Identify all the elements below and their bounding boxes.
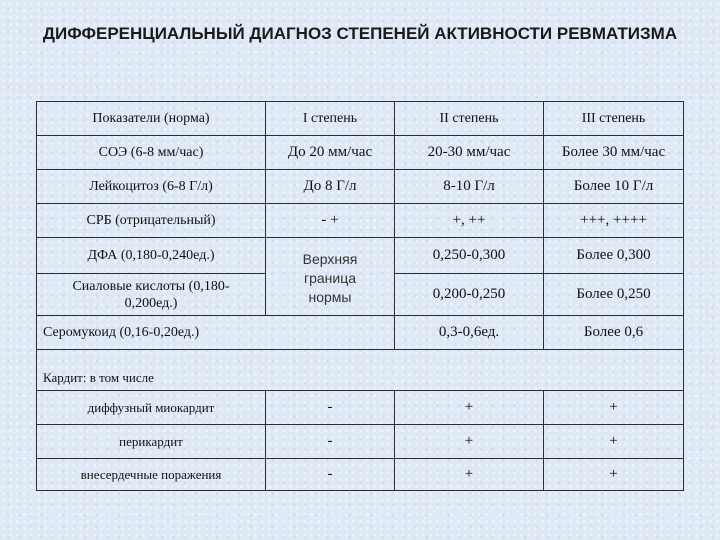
activity-table <box>36 101 684 491</box>
dfa-label: ДФА (0,180-0,240ед.) <box>36 237 266 274</box>
dfa-grade-3: Более 0,300 <box>543 237 684 274</box>
extracardiac-grade-2: + <box>394 458 544 491</box>
sial-grade-2: 0,200-0,250 <box>394 273 544 316</box>
leuk-grade-1: До 8 Г/л <box>265 169 395 204</box>
soe-grade-3: Более 30 мм/час <box>543 135 684 170</box>
sial-label: Сиаловые кислоты (0,180-0,200ед.) <box>36 273 266 316</box>
seromucoid-grade-2: 0,3-0,6ед. <box>394 315 544 350</box>
crp-grade-1: - + <box>265 203 395 238</box>
cardit-myocarditis-grade-2: + <box>394 390 544 425</box>
header-grade-3: III степень <box>543 101 684 136</box>
cardit-pericarditis-grade-2: + <box>394 424 544 459</box>
header-grade-1: I степень <box>265 101 395 136</box>
extracardiac-label: внесердечные поражения <box>36 458 266 491</box>
leuk-grade-2: 8-10 Г/л <box>394 169 544 204</box>
cardit-pericarditis-label: перикардит <box>36 424 266 459</box>
dfa-grade-2: 0,250-0,300 <box>394 237 544 274</box>
crp-label: СРБ (отрицательный) <box>36 203 266 238</box>
sial-grade-3: Более 0,250 <box>543 273 684 316</box>
cardit-pericarditis-grade-3: + <box>543 424 684 459</box>
soe-grade-1: До 20 мм/час <box>265 135 395 170</box>
extracardiac-grade-3: + <box>543 458 684 491</box>
cardit-label: Кардит: в том числе <box>36 349 684 391</box>
cardit-pericarditis-grade-1: - <box>265 424 395 459</box>
soe-label: СОЭ (6-8 мм/час) <box>36 135 266 170</box>
header-indicators: Показатели (норма) <box>36 101 266 136</box>
cardit-myocarditis-label: диффузный миокардит <box>36 390 266 425</box>
extracardiac-grade-1: - <box>265 458 395 491</box>
crp-grade-2: +, ++ <box>394 203 544 238</box>
seromucoid-grade-3: Более 0,6 <box>543 315 684 350</box>
seromucoid-label: Серомукоид (0,16-0,20ед.) <box>36 315 395 350</box>
slide-title: ДИФФЕРЕНЦИАЛЬНЫЙ ДИАГНОЗ СТЕПЕНЕЙ АКТИВНОСТИ РЕВМАТИЗМА <box>42 24 678 43</box>
grade-1-upper-normal: Верхняя граница нормы <box>265 237 395 316</box>
leuk-label: Лейкоцитоз (6-8 Г/л) <box>36 169 266 204</box>
cardit-myocarditis-grade-1: - <box>265 390 395 425</box>
header-grade-2: II степень <box>394 101 544 136</box>
leuk-grade-3: Более 10 Г/л <box>543 169 684 204</box>
crp-grade-3: +++, ++++ <box>543 203 684 238</box>
cardit-myocarditis-grade-3: + <box>543 390 684 425</box>
soe-grade-2: 20-30 мм/час <box>394 135 544 170</box>
